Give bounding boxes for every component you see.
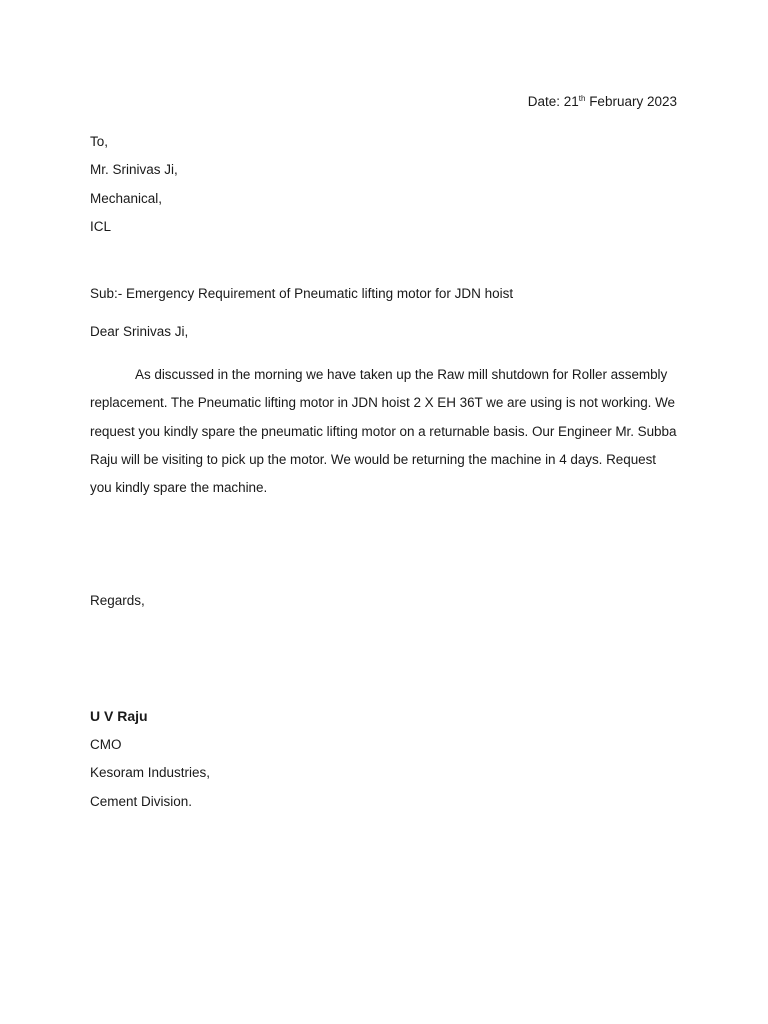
sender-division: Cement Division.: [90, 793, 193, 809]
recipient-to: To,: [90, 134, 109, 149]
date-ordinal-suffix: th: [578, 94, 586, 103]
recipient-name: Mr. Srinivas Ji,: [90, 162, 178, 178]
letter-closing: Regards,: [90, 593, 145, 608]
sender-name: U V Raju: [90, 708, 148, 724]
date-rest: February 2023: [585, 94, 677, 109]
recipient-department: Mechanical,: [90, 190, 163, 206]
sender-signature-block: [90, 708, 210, 822]
letter-date: [528, 94, 677, 109]
sender-title: CMO: [90, 737, 122, 752]
letter-salutation: Dear Srinivas Ji,: [90, 324, 189, 339]
sender-company: Kesoram Industries,: [90, 765, 211, 781]
recipient-company: ICL: [90, 218, 112, 234]
recipient-address: [90, 134, 178, 247]
date-prefix: Date: 21: [527, 94, 579, 109]
letter-subject: Sub:- Emergency Requirement of Pneumatic lifting motor for JDN hoist: [90, 286, 514, 301]
letter-body: As discussed in the morning we have taken up the Raw mill shutdown for Roller assembly replacement. The Pneumatic lifting motor in JDN hoist 2 X EH 36T we are using is not working. We request you kindly spare the pneumatic lifting motor on a returnable basis. Our Engineer Mr. Subba Raju will be visiting to pick up the motor. We would be returning the machine in 4 days. Request you kindly spare the machine.: [90, 367, 677, 496]
